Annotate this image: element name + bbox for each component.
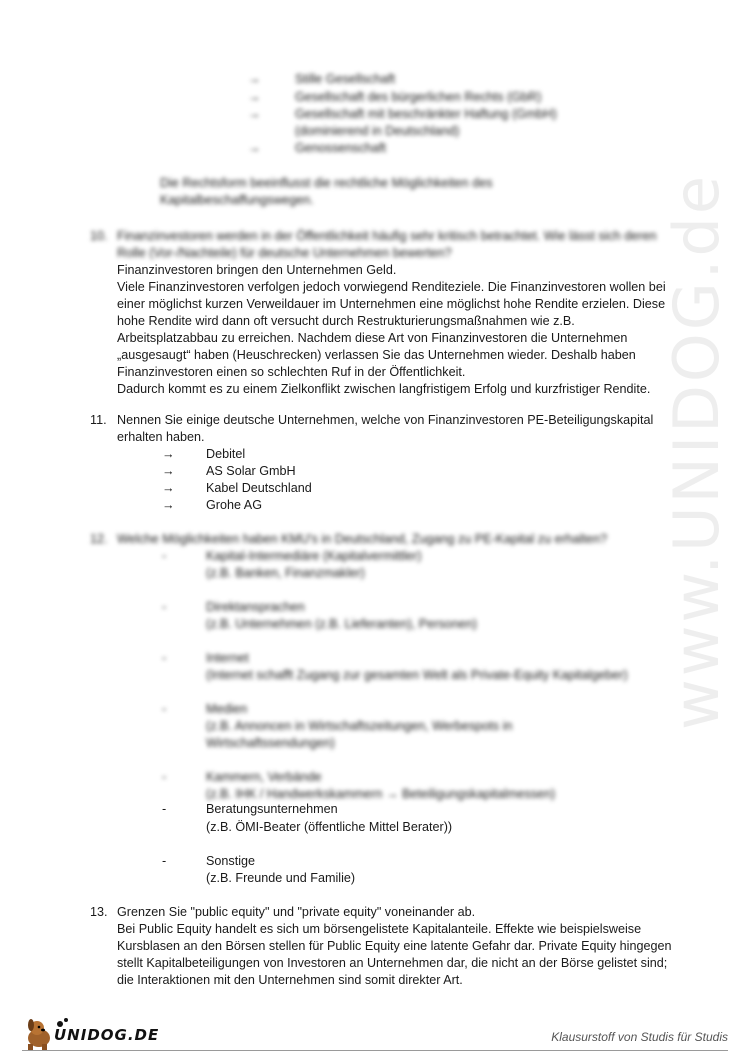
list-item-title: Medien bbox=[206, 702, 248, 716]
question-number: 13. bbox=[90, 905, 108, 919]
question-text: Grenzen Sie "public equity" und "private equity" voneinander ab. bbox=[117, 905, 476, 919]
list-item: Debitel bbox=[206, 447, 246, 461]
dash-bullet: - bbox=[162, 802, 167, 816]
list-item-sub: (z.B. Annoncen in Wirtschaftszeitungen, Werbespots in bbox=[206, 719, 513, 733]
list-item-sub: (z.B. Banken, Finanzmakler) bbox=[206, 566, 365, 580]
list-item-title: Internet bbox=[206, 651, 249, 665]
answer-line: Finanzinvestoren bringen den Unternehmen Geld. bbox=[117, 263, 397, 277]
arrow-icon: → bbox=[162, 464, 175, 478]
list-item-title: Sonstige bbox=[206, 854, 256, 868]
list-item: AS Solar GmbH bbox=[206, 464, 296, 478]
list-item-sub: (z.B. Freunde und Familie) bbox=[206, 871, 356, 885]
dash-bullet: - bbox=[162, 549, 167, 563]
question-text: Rolle (Vor-/Nachteile) für deutsche Unternehmen bewerten? bbox=[117, 246, 452, 260]
list-item: Kabel Deutschland bbox=[206, 481, 312, 495]
arrow-icon: → bbox=[162, 498, 175, 512]
question-text: Finanzinvestoren werden in der Öffentlichkeit häufig sehr kritisch betrachtet. Wie lässt sich deren bbox=[117, 229, 657, 243]
list-item-title: Beratungsunternehmen bbox=[206, 802, 338, 816]
list-item: Gesellschaft mit beschränkter Haftung (GmbH) bbox=[295, 107, 557, 121]
list-item-sub: Wirtschaftssendungen) bbox=[206, 736, 335, 750]
logo-text: UNIDOG.DE bbox=[54, 1026, 160, 1044]
list-item-sub: (z.B. ÖMI-Beater (öffentliche Mittel Berater)) bbox=[206, 820, 453, 834]
dash-bullet: - bbox=[162, 854, 167, 868]
dash-bullet: - bbox=[162, 770, 167, 784]
list-item-sub: (z.B. IHK / Handwerkskammern → Beteiligungskapitalmessen) bbox=[206, 787, 556, 801]
list-item-note: (dominierend in Deutschland) bbox=[295, 124, 460, 138]
arrow-icon: → bbox=[162, 481, 175, 495]
list-item-title: Kammern, Verbände bbox=[206, 770, 322, 784]
question-text: Nennen Sie einige deutsche Unternehmen, welche von Finanzinvestoren PE-Beteiligungskapital bbox=[117, 413, 654, 427]
question-text: erhalten haben. bbox=[117, 430, 205, 444]
question-number: 10. bbox=[90, 229, 108, 243]
dash-bullet: - bbox=[162, 651, 167, 665]
dash-bullet: - bbox=[162, 600, 167, 614]
question-text: Welche Möglichkeiten haben KMU's in Deutschland, Zugang zu PE-Kapital zu erhalten? bbox=[117, 532, 608, 546]
answer-line: die Interaktionen mit den Unternehmen sind somit direkter Art. bbox=[117, 973, 463, 987]
list-item: Genossenschaft bbox=[295, 141, 387, 155]
list-item: Grohe AG bbox=[206, 498, 263, 512]
list-item-sub: (z.B. Unternehmen (z.B. Lieferanten), Personen) bbox=[206, 617, 477, 631]
arrow-icon: → bbox=[248, 107, 261, 121]
list-item: Gesellschaft des bürgerlichen Rechts (GbR) bbox=[295, 90, 542, 104]
note-line: Die Rechtsform beeinflusst die rechtliche Möglichkeiten des bbox=[160, 176, 493, 190]
arrow-icon: → bbox=[248, 72, 261, 86]
list-item: Stille Gesellschaft bbox=[295, 72, 396, 86]
answer-line: Dadurch kommt es zu einem Zielkonflikt zwischen langfristigem Erfolg und kurzfristiger Rendite. bbox=[117, 382, 651, 396]
arrow-icon: → bbox=[248, 141, 261, 155]
answer-line: Bei Public Equity handelt es sich um börsengelistete Kapitalanteile. Effekte wie beispielsweise bbox=[117, 922, 642, 936]
arrow-icon: → bbox=[248, 90, 261, 104]
answer-line: hohe Rendite wird dann oft versucht durch Restrukturierungsmaßnahmen wie z.B. bbox=[117, 314, 575, 328]
list-item-title: Direktansprachen bbox=[206, 600, 305, 614]
answer-line: „ausgesaugt“ haben (Heuschrecken) verlassen Sie das Unternehmen wieder. Deshalb haben bbox=[117, 348, 636, 362]
question-number: 11. bbox=[90, 413, 107, 427]
list-item-sub: (Internet schafft Zugang zur gesamten Welt als Private-Equity Kapitalgeber) bbox=[206, 668, 628, 682]
answer-line: stellt Kapitalbeteiligungen von Investoren an Unternehmen dar, die nicht an der Börse gelistet sind; bbox=[117, 956, 668, 970]
answer-line: Viele Finanzinvestoren verfolgen jedoch vorwiegend Renditeziele. Die Finanzinvestoren wollen bei bbox=[117, 280, 666, 294]
list-item-title: Kapital-Intermediäre (Kapitalvermittler) bbox=[206, 549, 422, 563]
question-number: 12. bbox=[90, 532, 108, 546]
watermark: www.UNIDOG.de bbox=[660, 173, 733, 730]
answer-line: Arbeitsplatzabbau zu erreichen. Nachdem diese Art von Finanzinvestoren die Unternehmen bbox=[117, 331, 628, 345]
answer-line: einer möglichst kurzen Verweildauer im Unternehmen eine möglichst hohe Rendite erzielen. Diese bbox=[117, 297, 666, 311]
arrow-icon: → bbox=[162, 447, 175, 461]
footer-rule bbox=[22, 1050, 728, 1051]
answer-line: Kursblasen an den Börsen stellen für Public Equity eine latente Gefahr dar. Private Equity hingegen bbox=[117, 939, 672, 953]
answer-line: Finanzinvestoren einen so schlechten Ruf in der Öffentlichkeit. bbox=[117, 365, 466, 379]
dash-bullet: - bbox=[162, 702, 167, 716]
footer-tagline: Klausurstoff von Studis für Studis bbox=[551, 1030, 728, 1044]
note-line: Kapitalbeschaffungswegen. bbox=[160, 193, 314, 207]
